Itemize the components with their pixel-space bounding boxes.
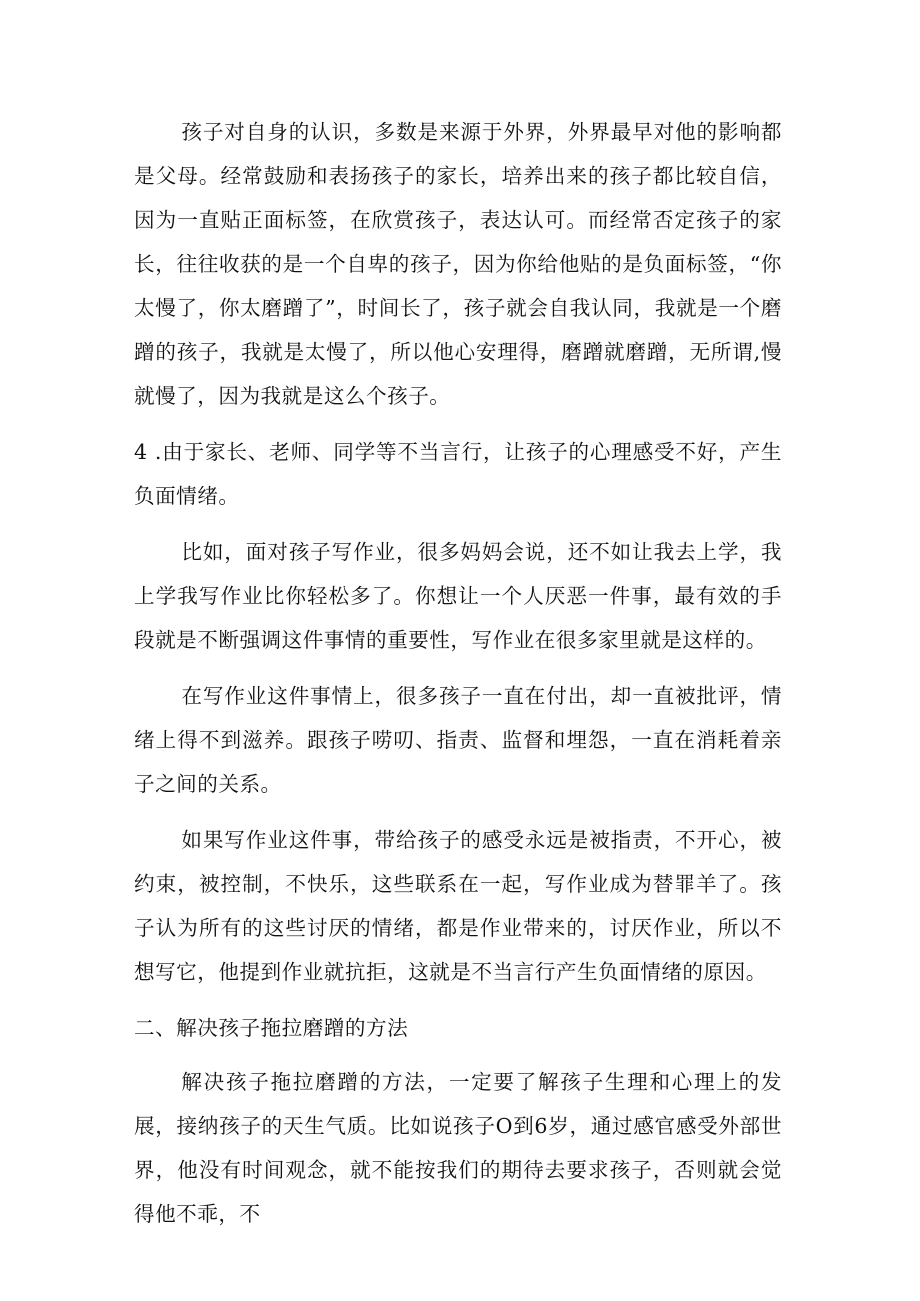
paragraph-negative-emotion: 如果写作业这件事，带给孩子的感受永远是被指责，不开心，被约束，被控制，不快乐，这些联系在一起，写作业成为替罪羊了。孩子认为所有的这些讨厌的情绪，都是作业带来的，讨厌作业，所以不想写它，他提到作业就抗拒，这就是不当言行产生负面情绪的原因。 (134, 828, 782, 984)
paragraph-solution-intro: 解决孩子拖拉磨蹭的方法，一定要了解孩子生理和心理上的发展，接纳孩子的天生气质。比如说孩子O到6岁，通过感官感受外部世界，他没有时间观念，就不能按我们的期待去要求孩子，否则就会觉得他不乖，不 (134, 1070, 782, 1226)
paragraph-self-awareness: 孩子对自身的认识，多数是来源于外界，外界最早对他的影响都是父母。经常鼓励和表扬孩子的家长，培养出来的孩子都比较自信，因为一直贴正面标签，在欣赏孩子，表达认可。而经常否定孩子的家长，往往收获的是一个自卑的孩子，因为你给他贴的是负面标签，“你太慢了，你太磨蹭了”，时间长了，孩子就会自我认同，我就是一个磨蹭的孩子，我就是太慢了，所以他心安理得，磨蹭就磨蹭，无所谓,慢就慢了，因为我就是这么个孩子。 (134, 120, 782, 408)
document-body (134, 110, 782, 1248)
paragraph-homework-example: 比如，面对孩子写作业，很多妈妈会说，还不如让我去上学，我上学我写作业比你轻松多了。你想让一个人厌恶一件事，最有效的手段就是不断强调这件事情的重要性，写作业在很多家里就是这样的。 (134, 540, 782, 652)
list-item-4: 4 .由于家长、老师、同学等不当言行，让孩子的心理感受不好，产生负面情绪。 (134, 440, 782, 508)
section-heading-solutions: 二、解决孩子拖拉磨蹭的方法 (134, 1016, 409, 1040)
paragraph-criticism: 在写作业这件事情上，很多孩子一直在付出，却一直被批评，情绪上得不到滋养。跟孩子唠叨、指责、监督和埋怨，一直在消耗着亲子之间的关系。 (134, 684, 782, 796)
